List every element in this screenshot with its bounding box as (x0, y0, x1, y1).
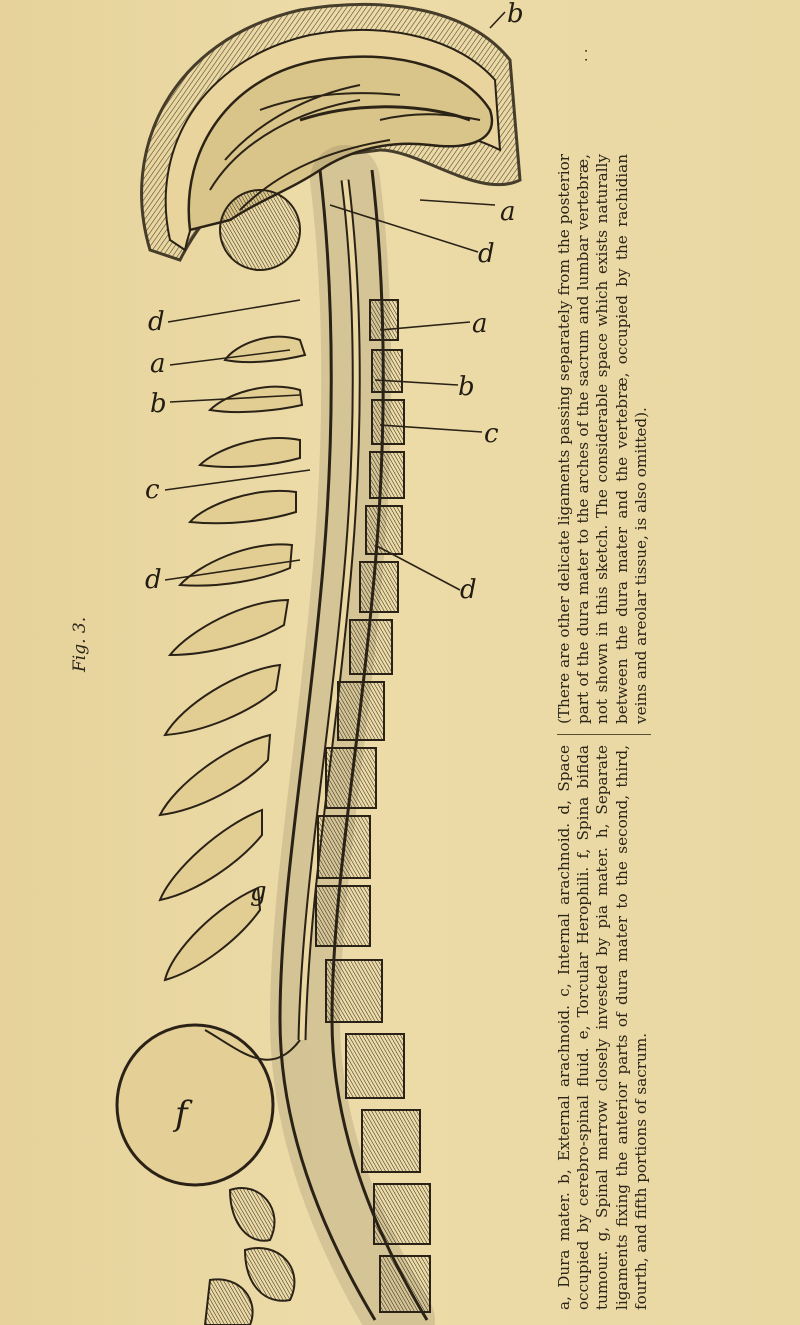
label-g: g (250, 877, 267, 907)
label-left-d1: d (148, 307, 165, 337)
label-left-a: a (150, 349, 166, 379)
spina-bifida-tumour (117, 1025, 273, 1185)
edge-marks: . . (575, 48, 591, 62)
label-right-d1: d (478, 239, 495, 269)
label-left-b: b (150, 389, 167, 419)
figure-label: Fig. 3. (70, 616, 90, 672)
caption-divider (557, 734, 651, 735)
caption (555, 140, 651, 1310)
label-top-b: b (507, 0, 524, 29)
caption-legend: a, Dura mater. b, External arachnoid. c, Internal arachnoid. d, Space occupied by cerebro-spinal fluid. e, Torcular Herophili. f, Spina bifida tumour. g, Spinal marrow closely invested by pia mater. h, Separate ligaments fixing the anterior parts of dura mater to the second, third, fourth, and fifth portions of sacrum. (555, 745, 650, 1310)
label-f: f (175, 1094, 188, 1134)
label-right-b: b (458, 372, 475, 402)
label-left-c: c (145, 475, 160, 505)
cerebellum (220, 190, 300, 270)
label-left-d2: d (145, 565, 162, 595)
caption-note: (There are other delicate ligaments passing separately from the posterior part of the dura mater to the arches of the sacrum and lumbar vertebræ, not shown in this sketch. The considerable space which exists naturally between the dura mater and the vertebræ, occupied by the rachidian veins and areolar tissue, is also omitted). (555, 154, 650, 724)
sacrum (205, 1188, 294, 1325)
label-right-a1: a (500, 197, 516, 227)
label-right-a2: a (472, 309, 488, 339)
label-right-c: c (484, 419, 499, 449)
label-right-d2: d (460, 575, 477, 605)
